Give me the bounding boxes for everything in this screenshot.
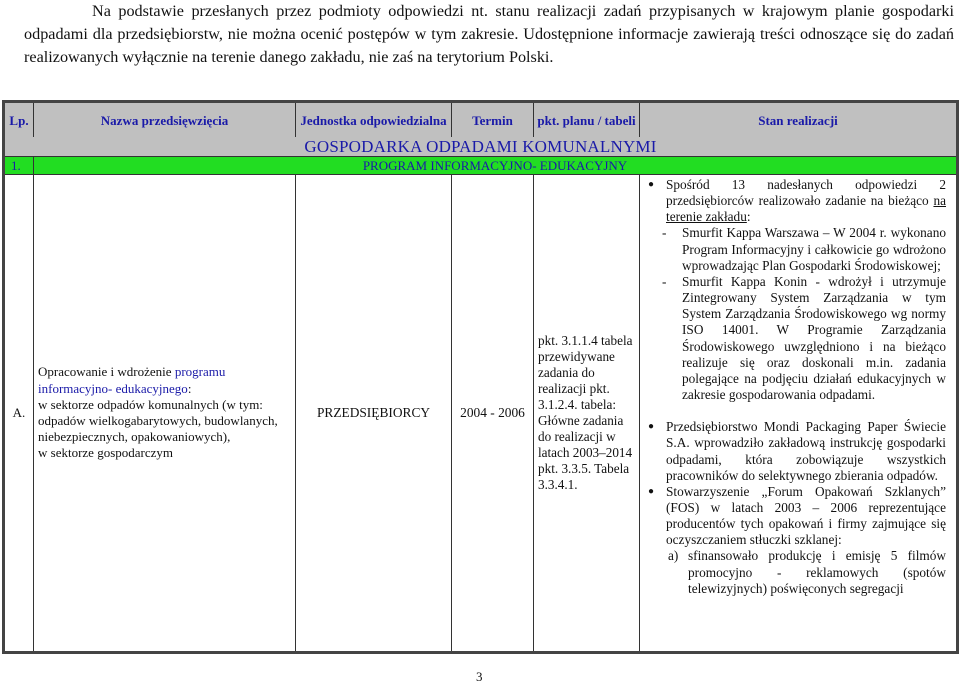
- intro-text: Na podstawie przesłanych przez podmioty odpowiedzi nt. stanu realizacji zadań przypisanych w krajowym planie gospodarki odpadami dla przedsiębiorstw, nie można ocenić postępów w tym zakresie. Udostępnione informacje zawierają treści odnoszące się do zadań realizowanych wyłącznie na terenie danego zakładu, nie zaś na terytorium Polski.: [24, 2, 954, 67]
- status-b2: Przedsiębiorstwo Mondi Packaging Paper Świecie S.A. wprowadziło zakładową instrukcję gospodarki odpadami, która zobowiązuje wszystkich pracowników do selektywnego zbierania odpadów.: [666, 419, 946, 483]
- program-title: PROGRAM INFORMACYJNO- EDUKACYJNY: [34, 157, 958, 175]
- row-term: 2004 - 2006: [452, 175, 534, 653]
- header-lp: Lp.: [4, 102, 34, 138]
- row-name-last: w sektorze gospodarczym: [38, 445, 174, 461]
- status-bullet-3: [644, 484, 946, 549]
- status-a-marker: a): [668, 548, 679, 564]
- row-name-rest: w sektorze odpadów komunalnych (w tym: odpadów wielkogabarytowych, budowlanych, niebezpiecznych, opakowaniowych),: [38, 396, 278, 445]
- status-a-text: sfinansowało produkcję i emisję 5 filmów promocyjno - reklamowych (spotów telewizyjnych) poświęconych segregacji: [688, 548, 946, 596]
- bullet-icon: ●: [648, 179, 655, 190]
- status-d2: Smurfit Kappa Konin - wdrożył i utrzymuje Zintegrowany System Zarządzania w tym System Zarządzania Środowiskowego wg normy ISO 14001. W Programie Zarządzania Środowiskowego uwzględniono i na bieżąco realizuje się oraz doskonali m.in. zadania polegające na podjęciu działań edukacyjnych w zakresie gospodarowania odpadami.: [682, 273, 946, 403]
- row-name: [34, 175, 296, 653]
- table-header-row: [4, 102, 958, 138]
- row-name-colon: :: [187, 380, 192, 396]
- status-bullet-1: [644, 177, 946, 225]
- row-lp: A.: [4, 175, 34, 653]
- row-name-accent: programu informacyjno- edukacyjnego: [38, 364, 226, 396]
- status-dash-1: [644, 225, 946, 273]
- status-b1-colon: :: [746, 209, 751, 225]
- dash-marker-icon: -: [662, 225, 667, 241]
- program-number: 1.: [4, 157, 34, 175]
- row-name-prefix: Opracowanie i wdrożenie: [38, 364, 175, 380]
- table-row: [4, 175, 958, 653]
- status-d1: Smurfit Kappa Warszawa – W 2004 r. wykonano Program Informacyjny i całkowicie go wdrożono wprowadzając Plan Gospodarki Środowiskowej;: [682, 225, 946, 273]
- status-dash-2: [644, 274, 946, 403]
- row-plan-ref: pkt. 3.1.1.4 tabela przewidywane zadania do realizacji pkt. 3.1.2.4. tabela: Główne zadania do realizacji w latach 2003–2014 pkt. 3.3.5. Tabela 3.3.4.1.: [534, 175, 640, 653]
- section-title: GOSPODARKA ODPADAMI KOMUNALNYMI: [4, 137, 958, 157]
- section-row: [4, 137, 958, 157]
- row-status: [640, 175, 958, 653]
- task-status-table: [2, 100, 959, 654]
- program-row: [4, 157, 958, 175]
- status-sub-a: [644, 548, 946, 596]
- status-bullet-2: [644, 419, 946, 484]
- status-b1-lead: Spośród 13 nadesłanych odpowiedzi 2 przedsiębiorców realizowało zadanie na bieżąco: [666, 177, 946, 209]
- page-number: 3: [476, 669, 483, 684]
- status-b1-underline: na terenie zakładu: [666, 193, 946, 225]
- header-unit: Jednostka odpowiedzialna: [296, 102, 452, 138]
- dash-marker-icon: -: [662, 273, 667, 289]
- intro-paragraph: [24, 0, 954, 70]
- header-term: Termin: [452, 102, 534, 138]
- header-plan: pkt. planu / tabeli: [534, 102, 640, 138]
- bullet-icon: ●: [648, 421, 655, 433]
- status-b3: Stowarzyszenie „Forum Opakowań Szklanych” (FOS) w latach 2003 – 2006 reprezentujące producentów tych opakowań i firmy zajmujące się oczyszczaniem stłuczki szklanej:: [666, 483, 946, 548]
- header-status: Stan realizacji: [640, 102, 958, 138]
- header-name: Nazwa przedsięwzięcia: [34, 102, 296, 138]
- row-unit: PRZEDSIĘBIORCY: [296, 175, 452, 653]
- bullet-icon: ●: [648, 485, 655, 497]
